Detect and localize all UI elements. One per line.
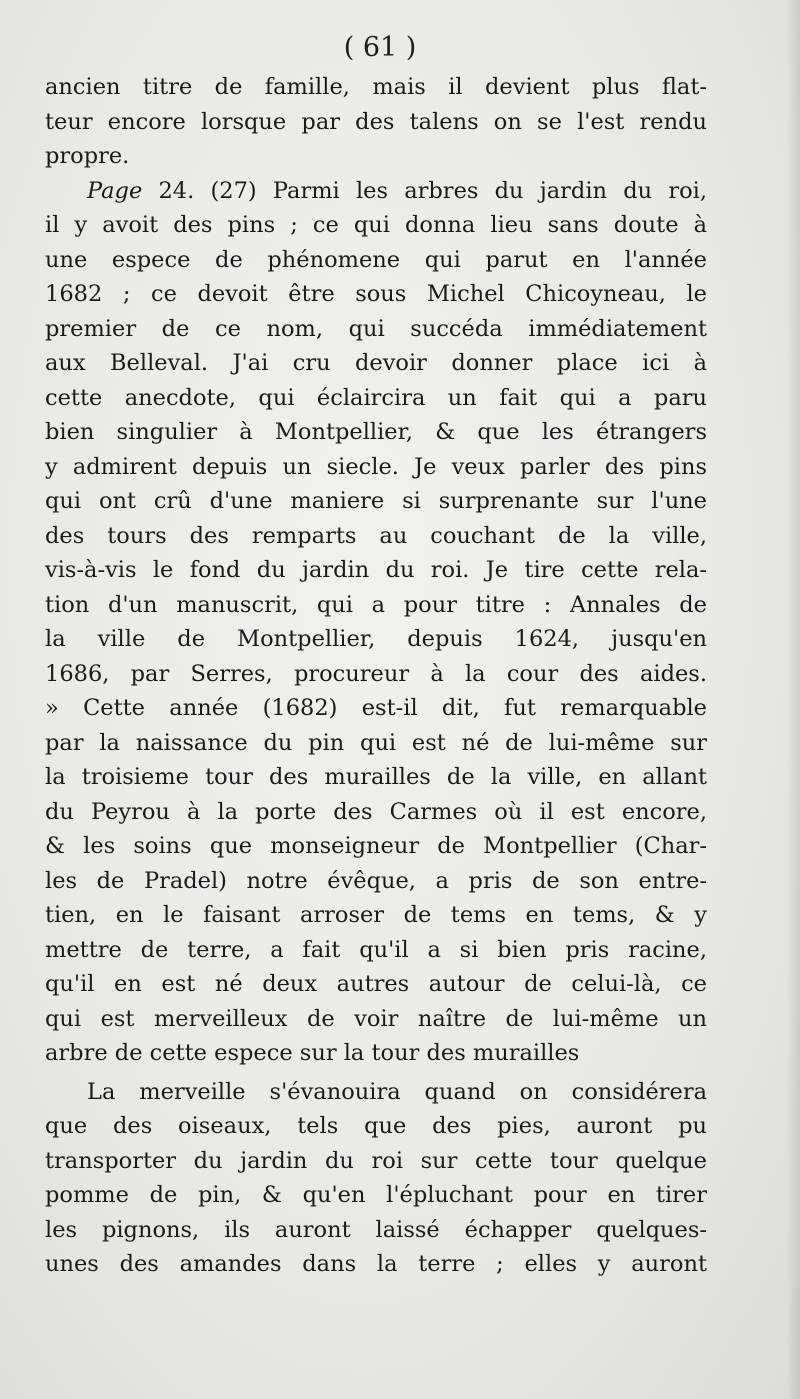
text-line: pomme de pin, & qu'en l'épluchant pour en tirer [45, 1182, 707, 1208]
text-line: qui est merveilleux de voir naître de lui-même un [45, 1005, 707, 1032]
text-line: qu'il en est né deux autres autour de celui-là, ce [45, 971, 707, 997]
text-line: du Peyrou à la porte des Carmes où il est encore, [45, 798, 707, 825]
text-line: » Cette année (1682) est-il dit, fut remarquable [45, 695, 707, 721]
text-line: vis-à-vis le fond du jardin du roi. Je tire cette rela- [45, 557, 707, 583]
text-line: une espece de phénomene qui parut en l'année [45, 246, 707, 273]
page-edge-shadow [786, 0, 800, 1399]
text-line: il y avoit des pins ; ce qui donna lieu sans doute à [45, 212, 707, 238]
text-line: mettre de terre, a fait qu'il a si bien pris racine, [45, 936, 707, 963]
text-line: 1682 ; ce devoit être sous Michel Chicoyneau, le [45, 281, 707, 307]
note-reference-italic: Page [87, 177, 143, 204]
text-line: unes des amandes dans la terre ; elles y auront [45, 1251, 707, 1277]
page-number: ( 61 ) [343, 32, 417, 63]
text-line: les pignons, ils auront laissé échapper quelques- [45, 1216, 707, 1243]
text-line: premier de ce nom, qui succéda immédiatement [45, 315, 707, 342]
text-line: teur encore lorsque par des talens on se l'est rendu [45, 108, 707, 135]
body-text [45, 70, 707, 1282]
text-line: & les soins que monseigneur de Montpellier (Char- [45, 833, 707, 859]
text-line: tion d'un manuscrit, qui a pour titre : Annales de [45, 591, 707, 618]
text-line: aux Belleval. J'ai cru devoir donner place ici à [45, 350, 707, 376]
text-line: que des oiseaux, tels que des pies, auront pu [45, 1113, 707, 1139]
text-line: des tours des remparts au couchant de la ville, [45, 522, 707, 549]
text-line: qui ont crû d'une maniere si surprenante sur l'une [45, 488, 707, 514]
note-first-line [45, 174, 707, 209]
text-line: La merveille s'évanouira quand on considérera [87, 1078, 707, 1105]
text-line: cette anecdote, qui éclaircira un fait qui a paru [45, 384, 707, 411]
text-line: transporter du jardin du roi sur cette tour quelque [45, 1147, 707, 1174]
text-line: propre. [45, 143, 130, 169]
text-line: tien, en le faisant arroser de tems en tems, & y [45, 902, 707, 928]
text-line: bien singulier à Montpellier, & que les étrangers [45, 419, 707, 445]
text-line: les de Pradel) notre évêque, a pris de son entre- [45, 867, 707, 894]
text-line: la ville de Montpellier, depuis 1624, jusqu'en [45, 626, 707, 652]
text-line: la troisieme tour des murailles de la ville, en allant [45, 764, 707, 790]
text-line: 1686, par Serres, procureur à la cour des aides. [45, 660, 707, 687]
text-line: arbre de cette espece sur la tour des murailles [45, 1040, 580, 1066]
text-line: ancien titre de famille, mais il devient plus flat- [45, 74, 707, 100]
text-line: y admirent depuis un siecle. Je veux parler des pins [45, 453, 707, 480]
text-line: par la naissance du pin qui est né de lui-même sur [45, 729, 707, 756]
note-reference-text: 24. (27) Parmi les arbres du jardin du roi, [142, 177, 707, 204]
